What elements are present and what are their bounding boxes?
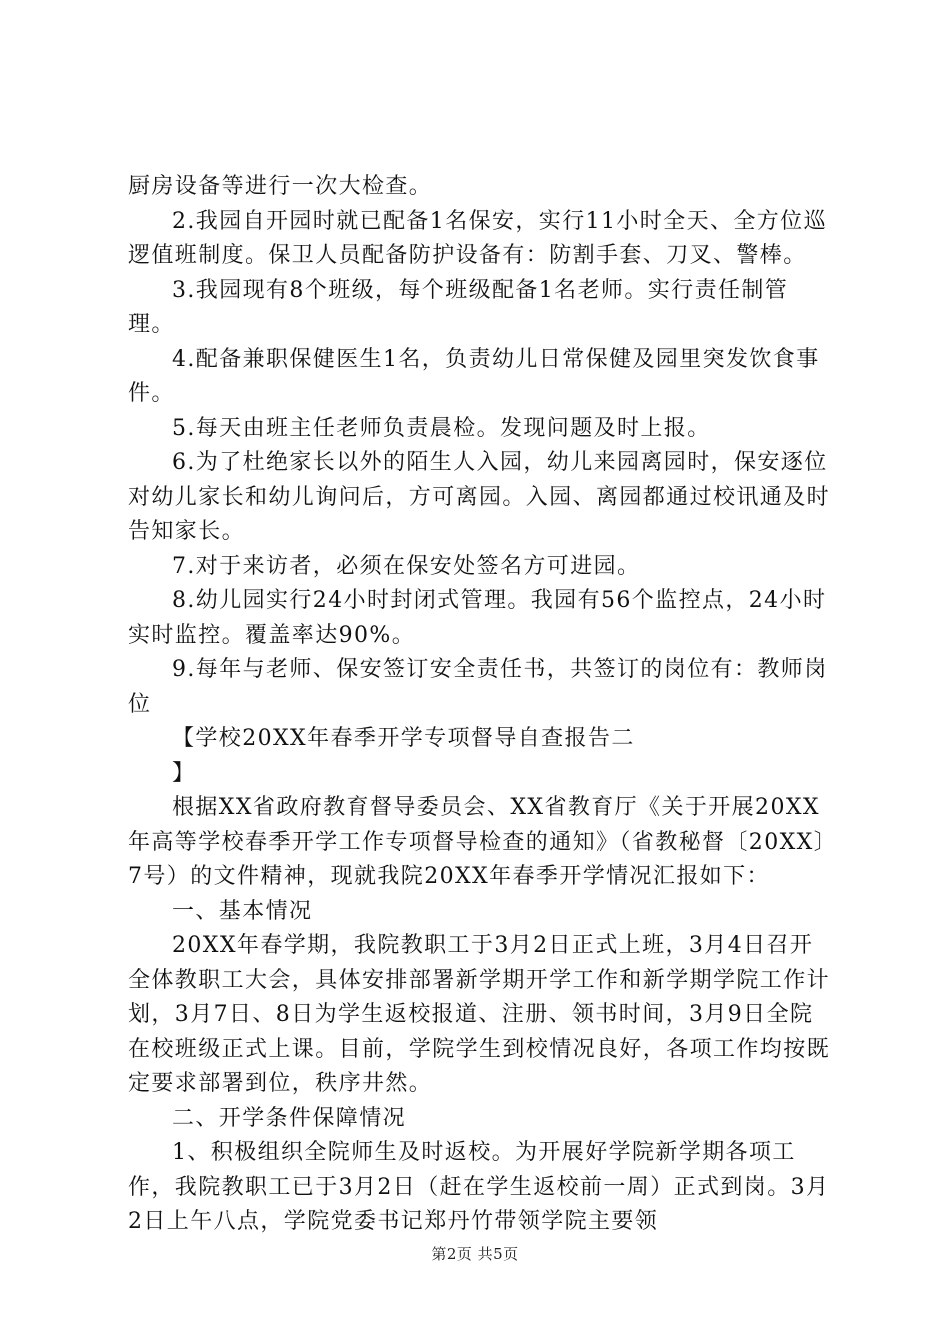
page-footer: 第2页 共5页 bbox=[431, 1245, 519, 1263]
paragraph-item-3: 3.我园现有8个班级，每个班级配备1名老师。实行责任制管理。 bbox=[128, 277, 789, 337]
paragraph-item-9: 9.每年与老师、保安签订安全责任书，共签订的岗位有：教师岗位 bbox=[128, 657, 828, 717]
report-title-bracket: 】 bbox=[172, 760, 196, 786]
section-heading-conditions: 二、开学条件保障情况 bbox=[172, 1105, 407, 1131]
paragraph-item-8: 8.幼儿园实行24小时封闭式管理。我园有56个监控点，24小时实时监控。覆盖率达90%。 bbox=[128, 588, 827, 648]
paragraph-intro: 根据XX省政府教育督导委员会、XX省教育厅《关于开展20XX年高等学校春季开学工作专项督导检查的通知》（省教秘督〔20XX〕7号）的文件精神，现就我院20XX年春季开学情况汇报如下： bbox=[128, 795, 827, 889]
document-body bbox=[128, 170, 833, 1240]
paragraph-item-2: 2.我园自开园时就已配备1名保安，实行11小时全天、全方位巡逻值班制度。保卫人员配备防护设备有：防割手套、刀叉、警棒。 bbox=[128, 208, 827, 268]
paragraph-item-5: 5.每天由班主任老师负责晨检。发现问题及时上报。 bbox=[172, 415, 711, 441]
report-title: 【学校20XX年春季开学专项督导自查报告二 bbox=[172, 726, 635, 751]
section-heading-basic: 一、基本情况 bbox=[172, 898, 313, 924]
paragraph-conditions-1: 1、积极组织全院师生及时返校。为开展好学院新学期各项工作，我院教职工已于3月2日（赶在学生返校前一周）正式到岗。3月2日上午八点，学院党委书记郑丹竹带领学院主要领 bbox=[128, 1140, 830, 1234]
paragraph-continuation: 厨房设备等进行一次大检查。 bbox=[128, 174, 433, 199]
paragraph-item-7: 7.对于来访者，必须在保安处签名方可进园。 bbox=[172, 553, 641, 579]
paragraph-item-6: 6.为了杜绝家长以外的陌生人入园，幼儿来园离园时，保安逐位对幼儿家长和幼儿询问后，方可离园。入园、离园都通过校讯通及时告知家长。 bbox=[128, 450, 831, 544]
paragraph-item-4: 4.配备兼职保健医生1名，负责幼儿日常保健及园里突发饮食事件。 bbox=[128, 346, 820, 406]
paragraph-basic-situation: 20XX年春学期，我院教职工于3月2日正式上班，3月4日召开全体教职工大会，具体安排部署新学期开学工作和新学期学院工作计划，3月7日、8日为学生返校报道、注册、领书时间，3月9日全院在校班级正式上课。目前，学院学生到校情况良好，各项工作均按既定要求部署到位，秩序井然。 bbox=[128, 933, 831, 1096]
